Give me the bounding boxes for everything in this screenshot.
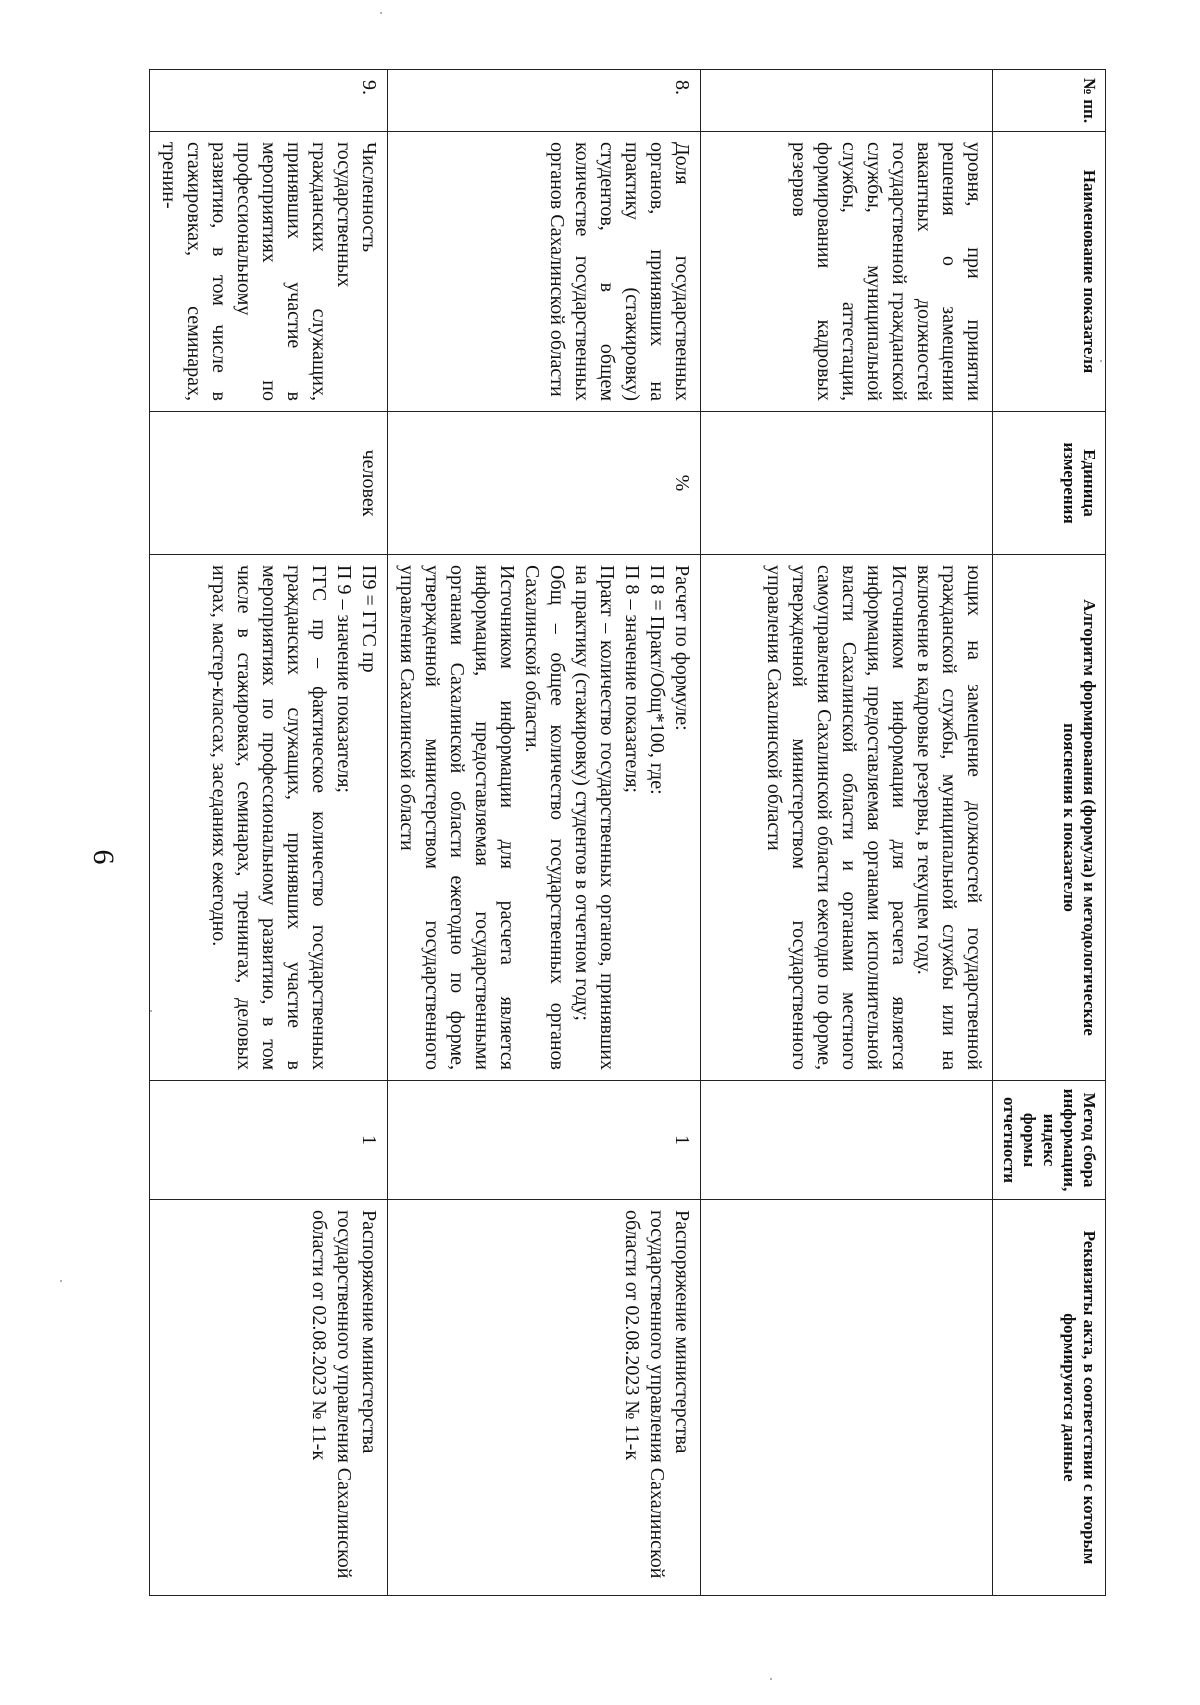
- row-algorithm: [701, 555, 993, 1081]
- algorithm-line: Практ – количество государственных органов, принявших на практику (стажировку) студентов в отчетном году;: [571, 565, 618, 1070]
- row-algorithm: [150, 555, 388, 1081]
- table-header-row: [993, 70, 1106, 1596]
- header-act: Реквизиты акта, в соответствии с которым формируются данные: [993, 1200, 1106, 1596]
- scan-speck: [1100, 360, 1102, 362]
- row-method: [701, 1081, 993, 1200]
- algorithm-line: ГГС пр – фактическое количество государственных гражданских служащих, принявших участие в мероприятиях по профессиональному развитию, в том числе в стажировках, семинарах, тренингах, деловых играх, мастер-классах, заседаниях ежегодно.: [208, 565, 330, 1070]
- algorithm-line: П9 = ГГС пр: [358, 565, 380, 673]
- table-row: [150, 70, 388, 1596]
- row-method: 1: [150, 1081, 388, 1200]
- rotated-table-wrapper: [158, 69, 1106, 1595]
- row-num: [701, 70, 993, 132]
- row-act: Распоряжение министерства государственного управления Сахалинской области от 02.08.2023 № 11-к: [388, 1200, 701, 1596]
- row-unit: [701, 412, 993, 555]
- algorithm-line: П 9 – значение показателя;: [333, 565, 355, 793]
- scan-speck: [770, 1678, 772, 1680]
- header-algorithm: Алгоритм формирования (формула) и методологические пояснения к показателю: [993, 555, 1106, 1081]
- scan-speck: [60, 1280, 62, 1282]
- indicators-table: [149, 69, 1106, 1596]
- row-act: Распоряжение министерства государственного управления Сахалинской области от 02.08.2023 № 11-к: [150, 1200, 388, 1596]
- header-method: Метод сбора информации, индекс формы отчетности: [993, 1081, 1106, 1200]
- row-algorithm: [388, 555, 701, 1081]
- row-name: Доля государственных органов, принявших на практику (стажировку) студентов, в общем количестве государственных органов Сахалинской области: [388, 132, 701, 412]
- algorithm-line: Общ – общее количество государственных органов Сахалинской области.: [521, 565, 568, 1070]
- algorithm-line: П 8 – значение показателя;: [621, 565, 643, 793]
- table-row: [388, 70, 701, 1596]
- header-unit: Единица измерения: [993, 412, 1106, 555]
- table-row: [701, 70, 993, 1596]
- algorithm-line: Расчет по формуле:: [671, 565, 693, 731]
- scan-speck: [380, 12, 382, 14]
- row-name: Численность государственных гражданских служащих, принявших участие в мероприятиях по профессиональному развитию, в том числе в стажировках, семинарах, тренин-: [150, 132, 388, 412]
- row-unit: человек: [150, 412, 388, 555]
- row-method: 1: [388, 1081, 701, 1200]
- algorithm-line: Источником информации для расчета является информация, предоставляемая органами исполнительной власти Сахалинской области и органами местного самоуправления Сахалинской области ежегодно по форме, утвержденной министерством государственного управления Сахалинской области: [763, 565, 910, 1070]
- header-num: № пп.: [993, 70, 1106, 132]
- scan-speck: [150, 1010, 152, 1012]
- row-num: 8.: [388, 70, 701, 132]
- algorithm-line: Источником информации для расчета является информация, предоставляемая государственными органами Сахалинской области ежегодно по форме, утвержденной министерством государственного управления Сахалинской области: [396, 565, 518, 1070]
- algorithm-line: ющих на замещение должностей государственной гражданской службы, муниципальной службы или на включение в кадровые резервы, в текущем году.: [913, 565, 985, 1070]
- row-name: уровня, при принятии решения о замещении вакантных должностей государственной гражданской службы, муниципальной службы, аттестации, формировании кадровых резервов: [701, 132, 993, 412]
- row-num: 9.: [150, 70, 388, 132]
- header-name: Наименование показателя: [993, 132, 1106, 412]
- row-act: [701, 1200, 993, 1596]
- row-unit: %: [388, 412, 701, 555]
- algorithm-line: П 8 = Практ/Общ*100, где:: [646, 565, 668, 795]
- page-number: 6: [87, 849, 120, 865]
